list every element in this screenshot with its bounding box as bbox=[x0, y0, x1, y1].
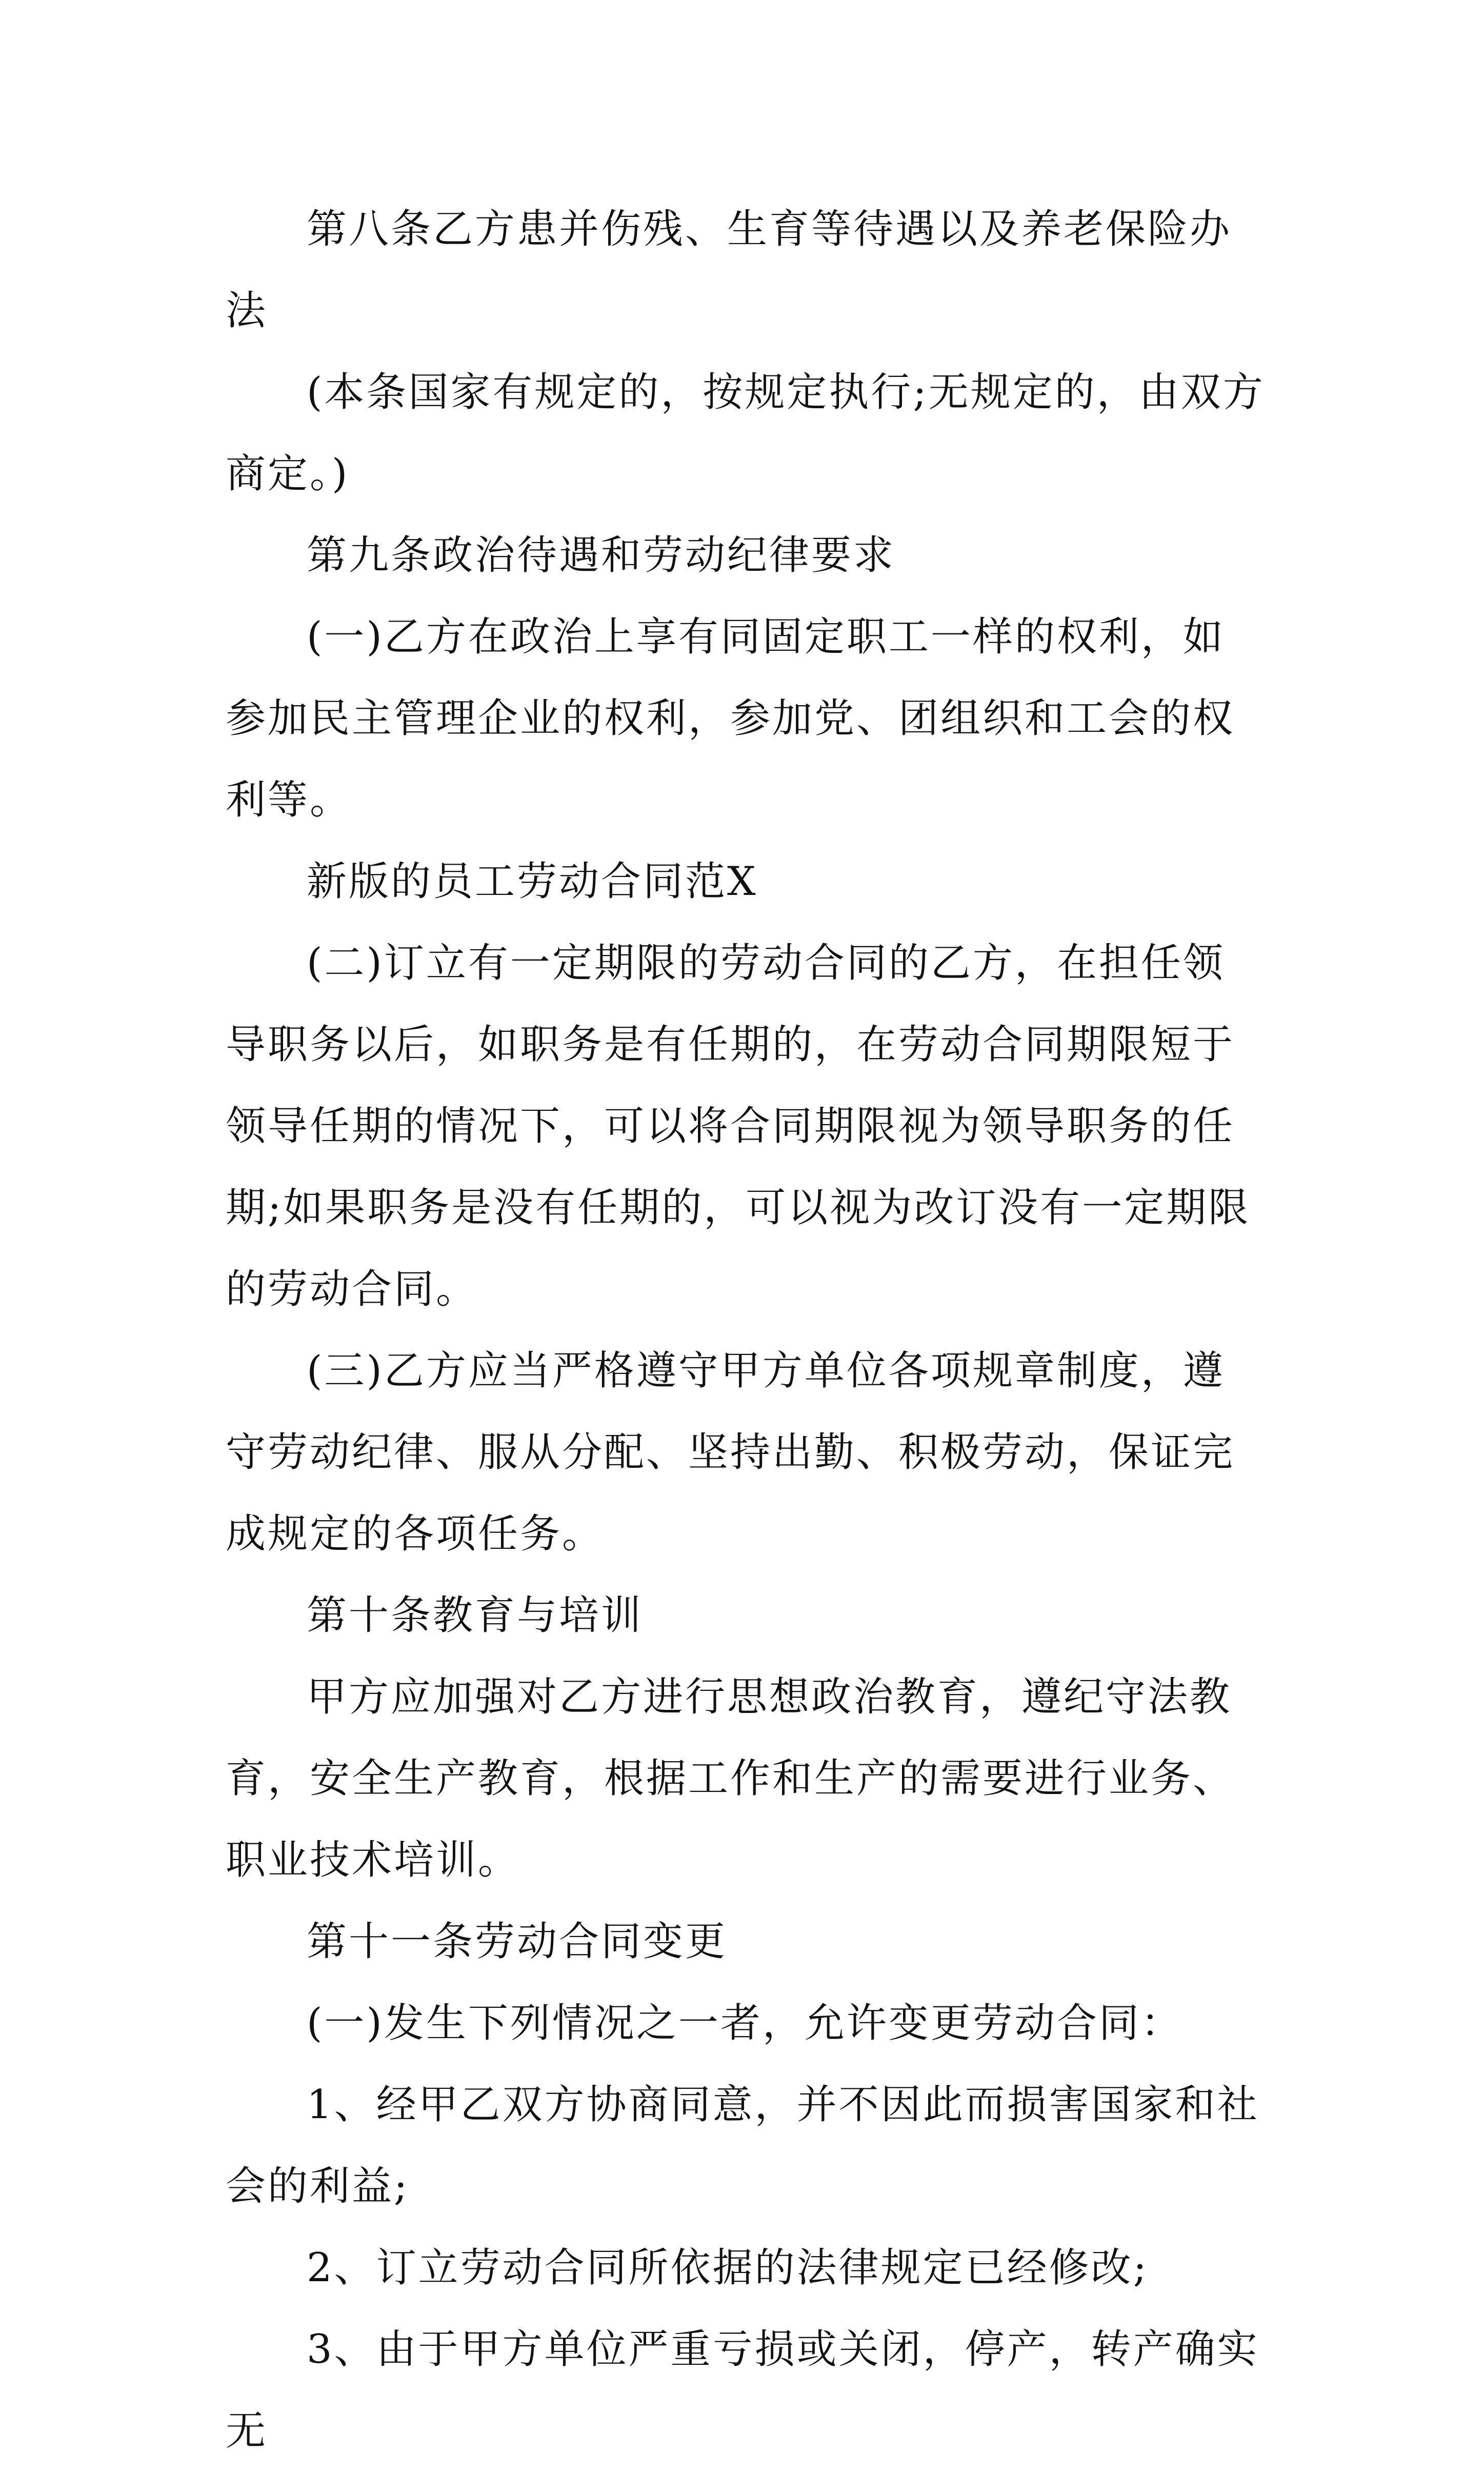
article-10-body: 甲方应加强对乙方进行思想政治教育，遵纪守法教育，安全生产教育，根据工作和生产的需要进行业务、职业技术培训。 bbox=[226, 1674, 1235, 1883]
article-11-item-1: 1、经甲乙双方协商同意，并不因此而损害国家和社会的利益; bbox=[226, 2082, 1259, 2209]
article-10-heading: 第十条教育与培训 bbox=[307, 1592, 644, 1639]
article-11-item-3: 3、由于甲方单位严重亏损或关闭，停产，转产确实无 bbox=[226, 2326, 1259, 2454]
article-9-clause-1: (一)乙方在政治上享有同固定职工一样的权利，如参加民主管理企业的权利，参加党、团组织和工会的权利等。 bbox=[226, 614, 1235, 823]
article-8-heading: 第八条乙方患并伤残、生育等待遇以及养老保险办法 bbox=[226, 206, 1232, 334]
article-11-item-2: 2、订立劳动合同所依据的法律规定已经修改; bbox=[307, 2245, 1149, 2291]
article-9-clause-3: (三)乙方应当严格遵守甲方单位各项规章制度，遵守劳动纪律、服从分配、坚持出勤、积极劳动，保证完成规定的各项任务。 bbox=[226, 1348, 1235, 1557]
article-11-heading: 第十一条劳动合同变更 bbox=[307, 1919, 728, 1965]
article-8-note: (本条国家有规定的，按规定执行;无规定的，由双方商定。) bbox=[226, 369, 1265, 497]
interjected-title: 新版的员工劳动合同范X bbox=[307, 859, 758, 905]
article-9-clause-2: (二)订立有一定期限的劳动合同的乙方，在担任领导职务以后，如职务是有任期的，在劳动合同期限短于领导任期的情况下，可以将合同期限视为领导职务的任期;如果职务是没有任期的，可以视为改订没有一定期限的劳动合同。 bbox=[226, 940, 1251, 1312]
article-11-clause-1: (一)发生下列情况之一者，允许变更劳动合同： bbox=[307, 2000, 1183, 2046]
article-9-heading: 第九条政治待遇和劳动纪律要求 bbox=[307, 532, 896, 579]
document-body bbox=[226, 189, 1267, 2472]
